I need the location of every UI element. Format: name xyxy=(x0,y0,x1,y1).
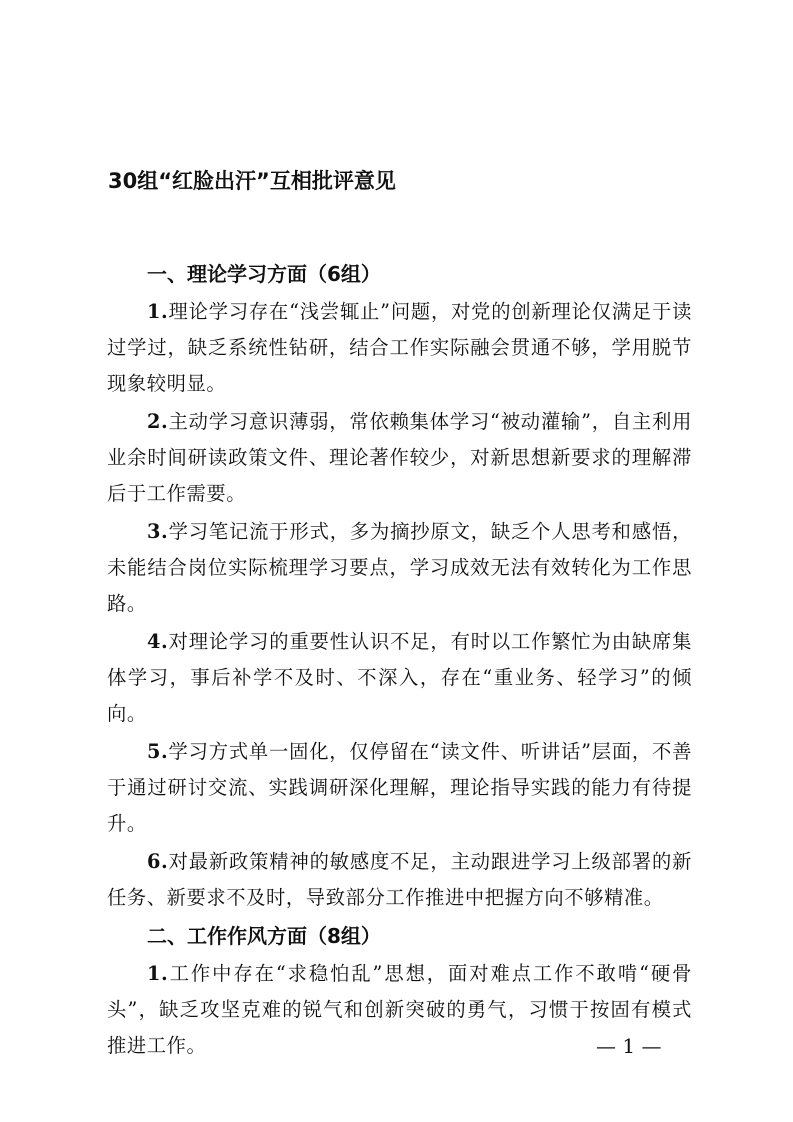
item-text: 理论学习存在“浅尝辄止”问题，对党的创新理论仅满足于读过学过，缺乏系统性钻研，结合工作实际融会贯通不够，学用脱节现象较明显。 xyxy=(107,300,692,395)
list-item xyxy=(107,734,692,842)
document-title: 30组“红脸出汗”互相批评意见 xyxy=(108,169,396,193)
list-item xyxy=(107,844,692,916)
list-item xyxy=(107,514,692,622)
section-heading-work-style: 二、工作作风方面（8组） xyxy=(147,924,381,948)
list-item xyxy=(107,404,692,512)
item-number: 2. xyxy=(147,410,169,433)
section-heading-theory: 一、理论学习方面（6组） xyxy=(147,262,381,286)
document-body xyxy=(107,256,692,1066)
item-number: 3. xyxy=(147,520,169,543)
list-item xyxy=(107,624,692,732)
list-item xyxy=(107,294,692,402)
item-number: 6. xyxy=(147,850,169,873)
item-text: 工作中存在“求稳怕乱”思想，面对难点工作不敢啃“硬骨头”，缺乏攻坚克难的锐气和创新突破的勇气，习惯于按固有模式推进工作。 xyxy=(107,962,692,1057)
item-number: 1. xyxy=(147,962,169,985)
item-text: 主动学习意识薄弱，常依赖集体学习“被动灌输”，自主利用业余时间研读政策文件、理论著作较少，对新思想新要求的理解滞后于工作需要。 xyxy=(107,410,692,505)
item-text: 学习方式单一固化，仅停留在“读文件、听讲话”层面，不善于通过研讨交流、实践调研深化理解，理论指导实践的能力有待提升。 xyxy=(107,740,692,835)
item-number: 4. xyxy=(147,630,169,653)
item-text: 对理论学习的重要性认识不足，有时以工作繁忙为由缺席集体学习，事后补学不及时、不深入，存在“重业务、轻学习”的倾向。 xyxy=(107,630,692,725)
item-text: 对最新政策精神的敏感度不足，主动跟进学习上级部署的新任务、新要求不及时，导致部分工作推进中把握方向不够精准。 xyxy=(107,850,692,909)
item-number: 5. xyxy=(147,740,169,763)
item-number: 1. xyxy=(147,300,169,323)
page-number: — 1 — xyxy=(596,1034,662,1058)
item-text: 学习笔记流于形式，多为摘抄原文，缺乏个人思考和感悟，未能结合岗位实际梳理学习要点，学习成效无法有效转化为工作思路。 xyxy=(107,520,692,615)
